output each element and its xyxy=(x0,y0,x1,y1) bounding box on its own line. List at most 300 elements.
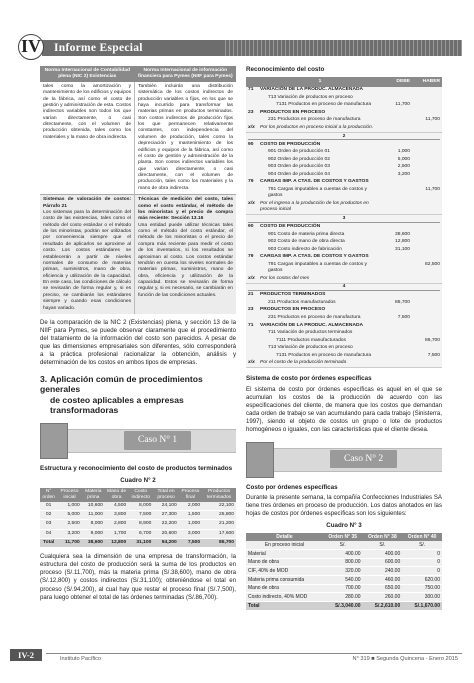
cuadro-2-title: Cuadro N° 2 xyxy=(120,477,156,485)
haber-amount xyxy=(412,299,442,307)
table-row xyxy=(246,558,442,567)
debe-amount xyxy=(382,307,412,315)
haber-amount: 7,500 xyxy=(412,352,442,360)
table-cell: 24,100 xyxy=(153,502,178,511)
account-description: Por el costo de la producción terminada xyxy=(258,360,382,368)
table-cell: 620.00 xyxy=(402,576,442,585)
cuadro-3-header: Orden N° 40 xyxy=(402,533,442,542)
account-code: 71 xyxy=(246,322,258,330)
table-cell: 9,000 xyxy=(82,529,105,538)
nic2-cell: tales como la amortización y mantenimiento de los edificios y equipos de la fábrica, así como el costo de gestión y administración de esta. Costos indirectos variables son todos los que varían directamente, o casi directamente, con el volumen de producción obtenida, tales como los materiales y la mano de obra indirecta. xyxy=(40,82,135,195)
account-description: VARIACIÓN DE LA PRODUC. ALMACENADA xyxy=(258,322,382,330)
debe-amount: 12,800 xyxy=(382,238,412,246)
debe-amount xyxy=(382,330,412,338)
cuadro-3-title: Cuadro N° 3 xyxy=(326,521,362,529)
account-code: 79 xyxy=(246,254,258,262)
table-cell: 800.00 xyxy=(323,558,363,567)
journal-line xyxy=(246,231,442,239)
table-cell: En proceso inicial xyxy=(246,541,323,549)
cuadro-2-table xyxy=(40,488,236,548)
section-header xyxy=(10,36,462,58)
table-cell: 0 xyxy=(402,567,442,576)
account-code xyxy=(246,261,258,275)
journal-line xyxy=(246,238,442,246)
caso-1-icon xyxy=(40,423,68,459)
cuadro-2-header: Mano de obra xyxy=(105,488,128,501)
table-cell: Material xyxy=(246,549,323,558)
account-code xyxy=(246,337,258,345)
table-cell: Costo indirecto, 40% MOD xyxy=(246,593,323,602)
table-cell: Total xyxy=(40,539,57,548)
account-description: 713 Variación de productos en proceso xyxy=(258,94,382,102)
debe-amount: 7,500 xyxy=(382,314,412,322)
table-cell: 700.00 xyxy=(323,584,363,593)
page-number: IV-2 xyxy=(10,649,42,661)
sistema-text: El sistema de costo por órdenes específicas es aquel en el que se acumulan los costos de la producción de acuerdo con las especificaciones del cliente, de manera que los costos que demandan cada orden de trabajo se van acumulando para cada trabajo (Sinisterra, 1997), siendo el objeto de costos un grupo o lote de productos homogéneos o iguales, con las características que el cliente desea. xyxy=(246,385,442,433)
account-code xyxy=(246,330,258,338)
table-row xyxy=(246,567,442,576)
haber-amount xyxy=(412,246,442,254)
edition: N° 319 ■ Segunda Quincena - Enero 2015 xyxy=(352,656,458,662)
cuadro-2-header: Total en proceso xyxy=(153,488,178,501)
journal-line xyxy=(246,275,442,283)
right-column xyxy=(246,66,442,611)
debe-amount xyxy=(382,87,412,95)
account-description: CARGAS IMP. A CTAS. DE COSTOS Y GASTOS xyxy=(258,179,382,187)
account-code: 23 xyxy=(246,307,258,315)
table-cell: 600.00 xyxy=(363,558,403,567)
table-cell: 38,600 xyxy=(82,539,105,548)
cuadro-2-header: Proceso inicial xyxy=(57,488,81,501)
table-cell: 12,800 xyxy=(105,539,128,548)
debe-amount xyxy=(382,117,412,125)
entry-number: 2 xyxy=(248,135,440,141)
account-code: 71 xyxy=(246,87,258,95)
section-3-heading: 3. Aplicación común de procedimientos generales de costeo aplicables a empresas transformadoras xyxy=(40,374,203,415)
account-description: COSTO DE PRODUCCIÓN xyxy=(258,223,382,231)
journal-line xyxy=(246,223,442,231)
haber-amount: 82,500 xyxy=(412,261,442,275)
haber-amount xyxy=(412,156,442,164)
haber-amount xyxy=(412,223,442,231)
debe-amount: 2,500 xyxy=(382,164,412,172)
cuadro-3-table xyxy=(246,533,442,611)
table-row xyxy=(246,593,442,602)
journal-line xyxy=(246,179,442,187)
table-cell: 3,800 xyxy=(105,510,128,519)
entry-number: 4 xyxy=(248,285,440,291)
table-cell: 0 xyxy=(402,558,442,567)
cuadro-3-header: Orden N° 35 xyxy=(323,533,363,542)
haber-amount xyxy=(412,102,442,110)
haber-amount xyxy=(412,109,442,117)
table-cell: 22,200 xyxy=(153,520,178,529)
debe-amount xyxy=(382,254,412,262)
account-description: PRODUCTOS EN PROCESO xyxy=(258,109,382,117)
account-code xyxy=(246,314,258,322)
journal-line xyxy=(246,87,442,95)
account-code xyxy=(246,156,258,164)
debe-amount xyxy=(382,322,412,330)
table-cell: 27,300 xyxy=(153,510,178,519)
account-description: 211 Productos manufacturados xyxy=(258,299,382,307)
debe-amount xyxy=(382,200,412,214)
journal-separator-cell xyxy=(246,283,442,292)
haber-amount xyxy=(412,345,442,353)
nic2-header: Norma Internacional de Contabilidad plena (NIC 2) Existencias xyxy=(40,66,135,82)
account-description: 7111 Productos manufacturados xyxy=(258,337,382,345)
table-cell: 1,000 xyxy=(179,520,202,529)
table-cell: Total xyxy=(246,602,323,611)
haber-amount xyxy=(412,87,442,95)
debe-amount: 1,000 xyxy=(382,149,412,157)
table-cell: 8,900 xyxy=(128,520,153,529)
journal-line xyxy=(246,141,442,149)
table-cell: 86,700 xyxy=(202,539,236,548)
debe-amount: 11,700 xyxy=(382,102,412,110)
table-cell: 11,000 xyxy=(82,510,105,519)
account-description: 791 Cargas imputables a cuentas de costos y gastos xyxy=(258,186,382,200)
debe-amount xyxy=(382,186,412,200)
table-cell: 01 xyxy=(40,502,57,511)
haber-amount xyxy=(412,141,442,149)
account-code xyxy=(246,164,258,172)
comparison-paragraph: De la comparación de la NIC 2 (Existencias) plena, y sección 13 de la NIIF para Pymes, se puede observar claramente que el procedimiento del tratamiento de la información del costo son parecidos. A pesar de que las dimensiones empresariales son diferentes, sólo corresponderá a la práctica profesional racionalizar la obtención, análisis y determinación de los costos en ambos tipos de empresas. xyxy=(40,318,236,367)
journal-line xyxy=(246,322,442,330)
table-cell: 6,700 xyxy=(128,529,153,538)
account-code xyxy=(246,345,258,353)
table-cell: 03 xyxy=(40,520,57,529)
debe-amount: 5,000 xyxy=(382,156,412,164)
debe-amount: 86,700 xyxy=(382,299,412,307)
account-description: 713 Variación de productos en proceso xyxy=(258,345,382,353)
caso-1-title: Estructura y reconocimiento del costo de productos terminados xyxy=(40,465,233,473)
haber-amount xyxy=(412,164,442,172)
haber-amount xyxy=(412,275,442,283)
table-cell: 02 xyxy=(40,510,57,519)
debe-amount xyxy=(382,179,412,187)
table-cell: S/. xyxy=(363,541,403,549)
account-code: 90 xyxy=(246,141,258,149)
table-cell: 20,600 xyxy=(153,529,178,538)
cost-structure-paragraph: Cualquiera sea la dimensión de una empresa de transformación, la estructura del costo de producción será la suma de los productos en proceso (S/.11,700), más la materia prima (S/.38,600), mano de obra (S/.12,800) y costos indirectos (S/.31,100); obteniéndose el total en proceso (S/.94,200), al cual hay que restar el proceso final (S/.7,500), para luego obtener el total de las órdenes terminadas (S/.86,700). xyxy=(40,553,236,601)
section-number: IV xyxy=(18,34,44,60)
journal-line xyxy=(246,124,442,132)
section-title: Informe Especial xyxy=(54,42,143,54)
account-code: 23 xyxy=(246,109,258,117)
account-description: 7131 Productos en proceso de manufactura xyxy=(258,352,382,360)
table-cell: 240.00 xyxy=(363,567,403,576)
journal-line xyxy=(246,109,442,117)
table-cell: 460.00 xyxy=(363,576,403,585)
debe-amount xyxy=(382,261,412,275)
total-row xyxy=(246,602,442,611)
journal-line xyxy=(246,307,442,315)
table-row xyxy=(246,584,442,593)
journal-header-cell: HABER xyxy=(412,77,442,86)
nic2-valuation-text: Los sistemas para la determinación del costo de las existencias, tales como el método del costo estándar o el método de los minoristas, podrán ser utilizados por conveniencia siempre que el resultado de aplicarlos se aproxime al costo. Los costos estándares se establecerán a partir de niveles normales de consumo de materias primas, suministros, mano de obra, eficiencia y utilización de la capacidad. En este caso, las condiciones de cálculo se revisarán de forma regular y, si es preciso, se cambiarán los estándares siempre y cuando esas condiciones hayan variado. xyxy=(43,209,132,311)
journal-separator xyxy=(246,215,442,224)
account-code xyxy=(246,352,258,360)
account-description: 902 Orden de producción 02 xyxy=(258,156,382,164)
table-row xyxy=(246,549,442,558)
caso-1-banner xyxy=(40,423,236,459)
cuadro-3-header: Detalle xyxy=(246,533,323,542)
table-row xyxy=(246,541,442,549)
account-code xyxy=(246,186,258,200)
journal-separator xyxy=(246,283,442,292)
cuadro-2-header: Costo indirecto xyxy=(128,488,153,501)
table-cell: 260.00 xyxy=(363,593,403,602)
journal-header-cell xyxy=(246,77,258,86)
account-code xyxy=(246,171,258,179)
cuadro-3-header: Orden N° 38 xyxy=(363,533,403,542)
journal-header-cell: 1 xyxy=(258,77,382,86)
table-row xyxy=(40,502,236,511)
table-cell: 17,600 xyxy=(202,529,236,538)
niif-cell: También incluirán una distribución sistemática de los costos indirectos de producción variables o fijos, en los que se haya incurrido para transformar las materias primas en productos terminados. Son costos indirectos de producción fijos los que permanecen relativamente constantes, con independencia del volumen de producción, tales como la depreciación y mantenimiento de los edificios y equipos de la fábrica, así como el costo de gestión y administración de la planta. Son costos indirectos variables los que varían directamente, o casi directamente, con el volumen de producción, tales como los materiales y la mano de obra indirecta. xyxy=(135,82,236,195)
niif-pymes-header: Norma Internacional de información financiera para Pymes (NIIF para Pymes) xyxy=(135,66,236,82)
account-description: CARGAS IMP. A CTAS. DE COSTOS Y GASTOS xyxy=(258,254,382,262)
account-description: 904 Orden de producción 04 xyxy=(258,171,382,179)
haber-amount xyxy=(412,292,442,300)
journal-line xyxy=(246,337,442,345)
journal-line xyxy=(246,254,442,262)
haber-amount xyxy=(412,330,442,338)
caso-2-icon xyxy=(246,442,274,478)
journal-line xyxy=(246,156,442,164)
table-cell: Materia prima consumida xyxy=(246,576,323,585)
table-cell: 94,200 xyxy=(153,539,178,548)
debe-amount xyxy=(382,94,412,102)
debe-amount xyxy=(382,275,412,283)
journal-line xyxy=(246,171,442,179)
niif-valuation-title: Técnicas de medición del costo, tales como el costo estándar, el método de los minoristas y el precio de compra más reciente: Sección 13.16 xyxy=(138,197,233,222)
journal-line xyxy=(246,261,442,275)
table-row xyxy=(40,510,236,519)
journal-line xyxy=(246,345,442,353)
haber-amount xyxy=(412,254,442,262)
table-cell: 2,500 xyxy=(57,520,81,529)
account-code: 21 xyxy=(246,292,258,300)
left-column xyxy=(40,66,236,602)
debe-amount xyxy=(382,141,412,149)
haber-amount xyxy=(412,360,442,368)
publisher: Instituto Pacífico xyxy=(60,656,102,662)
account-code: x/x xyxy=(246,124,258,132)
debe-amount xyxy=(382,345,412,353)
table-cell: 31,100 xyxy=(128,539,153,548)
journal-separator-cell xyxy=(246,132,442,141)
account-description: 711 Variación de productos terminados xyxy=(258,330,382,338)
journal-line xyxy=(246,292,442,300)
account-code xyxy=(246,149,258,157)
journal-separator-cell xyxy=(246,215,442,224)
niif-valuation-cell xyxy=(135,195,236,314)
table-row xyxy=(40,529,236,538)
table-cell: CIF, 40% de MOD xyxy=(246,567,323,576)
table-cell: 1,500 xyxy=(179,510,202,519)
journal-header-row xyxy=(246,77,442,86)
account-description: 7131 Productos en proceso de manufactura xyxy=(258,102,382,110)
niif-valuation-text: Una entidad puede utilizar técnicas tales como el método del costo estándar, el método de los minoristas o el precio de compra más reciente para medir el costo de los inventarios, si los resultados se aproximan al costo. Los costos estándar tendrán en cuenta los niveles normales de materias primas, suministros, mano de obra, eficiencia y utilización de la capacidad. Estos se revisarán de forma regular y, si es necesario, se cambiarán en función de las condiciones actuales. xyxy=(138,222,233,298)
haber-amount xyxy=(412,171,442,179)
account-code xyxy=(246,117,258,125)
table-cell: 400.00 xyxy=(323,549,363,558)
account-code xyxy=(246,238,258,246)
journal-line xyxy=(246,102,442,110)
table-cell: 2,000 xyxy=(179,502,202,511)
table-cell: 750.00 xyxy=(402,584,442,593)
journal-line xyxy=(246,352,442,360)
haber-amount xyxy=(412,231,442,239)
account-description: 231 Productos en proceso de manufactura xyxy=(258,117,382,125)
table-cell: 11,700 xyxy=(57,539,81,548)
cuadro-2-header: N° orden xyxy=(40,488,57,501)
journal-line xyxy=(246,186,442,200)
page-footer xyxy=(10,652,462,664)
account-description: Por los productos en proceso inicial a la producción. xyxy=(258,124,382,132)
account-description: PRODUCTOS EN PROCESO xyxy=(258,307,382,315)
table-cell: 7,500 xyxy=(128,510,153,519)
recognition-title: Reconocimiento del costo xyxy=(246,66,325,73)
table-cell: 4,500 xyxy=(105,502,128,511)
caso-2-banner xyxy=(246,442,442,478)
account-description: Por el ingreso a la producción de los productos en proceso inicial xyxy=(258,200,382,214)
table-cell: 3,000 xyxy=(179,529,202,538)
caso-2-title: Costo por órdenes específicas xyxy=(246,483,338,491)
account-code xyxy=(246,246,258,254)
account-code xyxy=(246,299,258,307)
journal-line xyxy=(246,94,442,102)
account-description: 791 Cargas imputables a cuentas de costos y gastos xyxy=(258,261,382,275)
account-code: x/x xyxy=(246,275,258,283)
journal-line xyxy=(246,200,442,214)
journal-line xyxy=(246,330,442,338)
entry-number: 3 xyxy=(248,217,440,223)
table-row xyxy=(246,576,442,585)
table-cell: 1,700 xyxy=(105,529,128,538)
haber-amount: 11,700 xyxy=(412,186,442,200)
table-cell: 21,200 xyxy=(202,520,236,529)
table-cell: 8,000 xyxy=(82,520,105,529)
account-description: 231 Productos en proceso de manufactura xyxy=(258,314,382,322)
table-cell: 320.00 xyxy=(323,567,363,576)
account-code: x/x xyxy=(246,200,258,214)
total-row xyxy=(40,539,236,548)
haber-amount xyxy=(412,322,442,330)
haber-amount xyxy=(412,314,442,322)
table-cell: 5,000 xyxy=(57,510,81,519)
table-cell: Mano de obra xyxy=(246,558,323,567)
account-code xyxy=(246,231,258,239)
haber-amount xyxy=(412,200,442,214)
account-code xyxy=(246,102,258,110)
account-code: 79 xyxy=(246,179,258,187)
account-description: COSTO DE PRODUCCIÓN xyxy=(258,141,382,149)
caso-2-label: Caso N° 2 xyxy=(330,450,397,468)
cuadro-2-header: Proceso final xyxy=(179,488,202,501)
table-cell: S/. xyxy=(323,541,363,549)
table-cell: 25,800 xyxy=(202,510,236,519)
table-cell: 2,800 xyxy=(105,520,128,529)
account-description: 903 Orden de producción 03 xyxy=(258,164,382,172)
journal-line xyxy=(246,246,442,254)
account-code: x/x xyxy=(246,360,258,368)
table-cell: 280.00 xyxy=(323,593,363,602)
account-description: 901 Orden de producción 01 xyxy=(258,149,382,157)
account-code: 90 xyxy=(246,223,258,231)
cuadro-2-header: Productos terminados xyxy=(202,488,236,501)
haber-amount xyxy=(412,124,442,132)
table-cell: 7,500 xyxy=(179,539,202,548)
account-description: VARIACIÓN DE LA PRODUC. ALMACENADA xyxy=(258,87,382,95)
cuadro-2-header: Materia prima xyxy=(82,488,105,501)
table-cell: 04 xyxy=(40,529,57,538)
journal-line xyxy=(246,164,442,172)
table-cell: 400.00 xyxy=(363,549,403,558)
table-cell: 1,000 xyxy=(57,502,81,511)
table-cell: 8,000 xyxy=(128,502,153,511)
table-cell: 0 xyxy=(402,549,442,558)
account-description: PRODUCTOS TERMINADOS xyxy=(258,292,382,300)
debe-amount: 3,200 xyxy=(382,171,412,179)
debe-amount xyxy=(382,360,412,368)
table-cell: 22,100 xyxy=(202,502,236,511)
debe-amount xyxy=(382,109,412,117)
table-cell: 540.00 xyxy=(323,576,363,585)
nic2-valuation-cell xyxy=(40,195,135,314)
account-description: 903 Costo indirecto de fabricación xyxy=(258,246,382,254)
account-description: 902 Costo de mano de obra directa xyxy=(258,238,382,246)
debe-amount xyxy=(382,352,412,360)
debe-amount xyxy=(382,124,412,132)
haber-amount xyxy=(412,94,442,102)
debe-amount: 38,600 xyxy=(382,231,412,239)
table-cell: S/.1,670.00 xyxy=(402,602,442,611)
nic2-valuation-title: Sistemas de valoración de costos: Párrafo 21 xyxy=(43,197,132,209)
caso-2-text: Durante la presente semana, la compañía Confecciones Industriales SA tiene tres órdenes en proceso de producción. Los datos anotados en las hojas de costos por órdenes específicas son los siguientes: xyxy=(246,493,442,517)
table-cell: 10,600 xyxy=(82,502,105,511)
journal-entries-table xyxy=(246,77,442,368)
table-cell: 3,200 xyxy=(57,529,81,538)
debe-amount: 31,100 xyxy=(382,246,412,254)
debe-amount xyxy=(382,223,412,231)
journal-line xyxy=(246,117,442,125)
haber-amount: 11,700 xyxy=(412,117,442,125)
debe-amount xyxy=(382,292,412,300)
table-cell: S/.3,040.00 xyxy=(323,602,363,611)
haber-amount xyxy=(412,307,442,315)
journal-line xyxy=(246,149,442,157)
table-cell: 300.00 xyxy=(402,593,442,602)
caso-1-label: Caso N° 1 xyxy=(124,431,191,449)
debe-amount xyxy=(382,337,412,345)
comparison-table xyxy=(40,66,236,314)
account-code xyxy=(246,94,258,102)
table-cell: S/. xyxy=(402,541,442,549)
table-cell: S/.2,610.00 xyxy=(363,602,403,611)
haber-amount xyxy=(412,149,442,157)
sistema-title: Sistema de costo por órdenes específicas xyxy=(246,375,372,383)
haber-amount xyxy=(412,238,442,246)
table-row xyxy=(40,520,236,529)
table-cell: 650.00 xyxy=(363,584,403,593)
journal-line xyxy=(246,299,442,307)
journal-header-cell: DEBE xyxy=(382,77,412,86)
journal-separator xyxy=(246,132,442,141)
table-cell: Mano de obra xyxy=(246,584,323,593)
